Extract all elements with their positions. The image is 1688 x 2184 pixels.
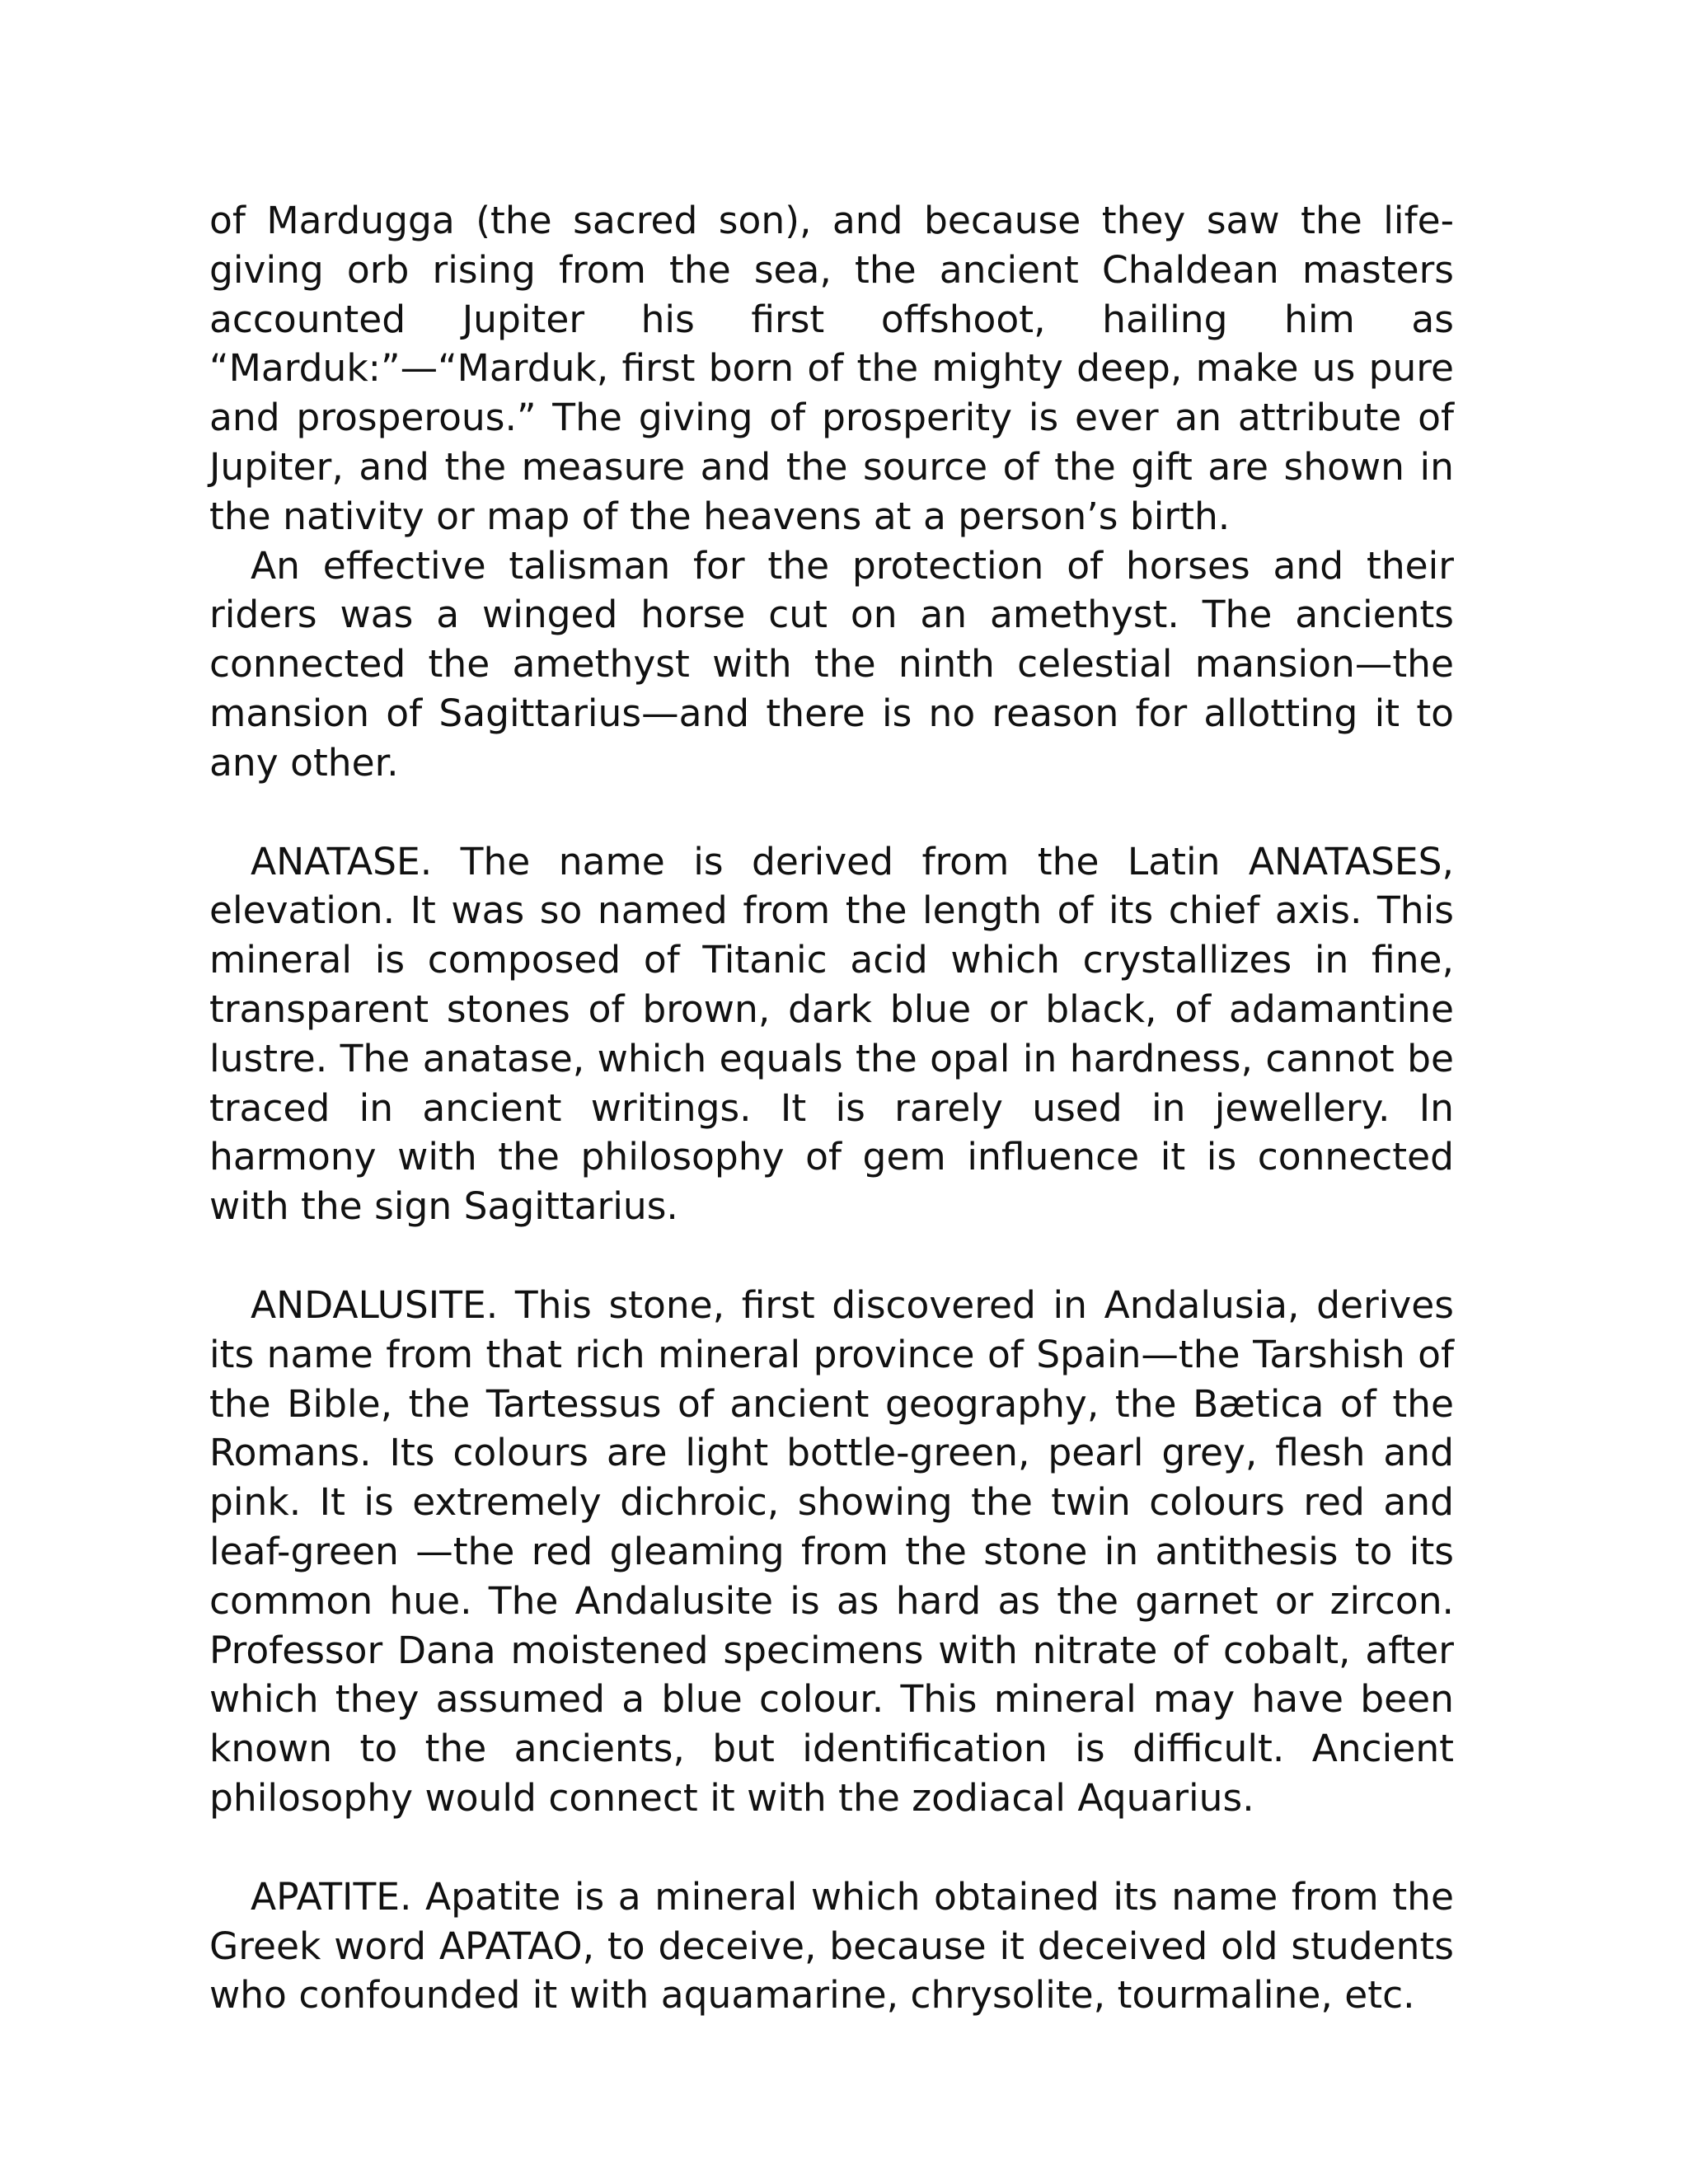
paragraph-apatite: APATITE. Apatite is a mineral which obtained its name from the Greek word APATAO, to deceive, because it deceived old students who confounded it with aquamarine, chrysolite, tourmaline, etc. [209,1874,1454,2018]
paragraph-mardugga: of Mardugga (the sacred son), and because they saw the life-giving orb rising from the sea, the ancient Chaldean masters accounted Jupiter his first offshoot, hailing him as “Marduk:”—“Marduk, first born of the mighty deep, make us pure and prosperous.” The giving of prosperity is ever an attribute of Jupiter, and the measure and the source of the gift are shown in the nativity or map of the heavens at a person’s birth. [209,199,1454,538]
paragraph-anatase: ANATASE. The name is derived from the Latin ANATASES, elevation. It was so named from the length of its chief axis. This mineral is composed of Titanic acid which crystallizes in fine, transparent stones of brown, dark blue or black, of adamantine lustre. The anatase, which equals the opal in hardness, cannot be traced in ancient writings. It is rarely used in jewellery. In harmony with the philosophy of gem influence it is connected with the sign Sagittarius. [209,839,1454,1229]
paragraph-andalusite: ANDALUSITE. This stone, first discovered in Andalusia, derives its name from that rich mineral province of Spain—the Tarshish of the Bible, the Tartessus of ancient geography, the Bætica of the Romans. Its colours are light bottle-green, pearl grey, flesh and pink. It is extremely dichroic, showing the twin colours red and leaf-green —the red gleaming from the stone in antithesis to its common hue. The Andalusite is as hard as the garnet or zircon. Professor Dana moistened specimens with nitrate of cobalt, after which they assumed a blue colour. This mineral may have been known to the ancients, but identification is difficult. Ancient philosophy would connect it with the zodiacal Aquarius. [209,1282,1454,1820]
page-text [209,196,1454,2020]
paragraph-amethyst-talisman: An effective talisman for the protection of horses and their riders was a winged horse cut on an amethyst. The ancients connected the amethyst with the ninth celestial mansion—the mansion of Sagittarius—and there is no reason for allotting it to any other. [209,543,1454,785]
